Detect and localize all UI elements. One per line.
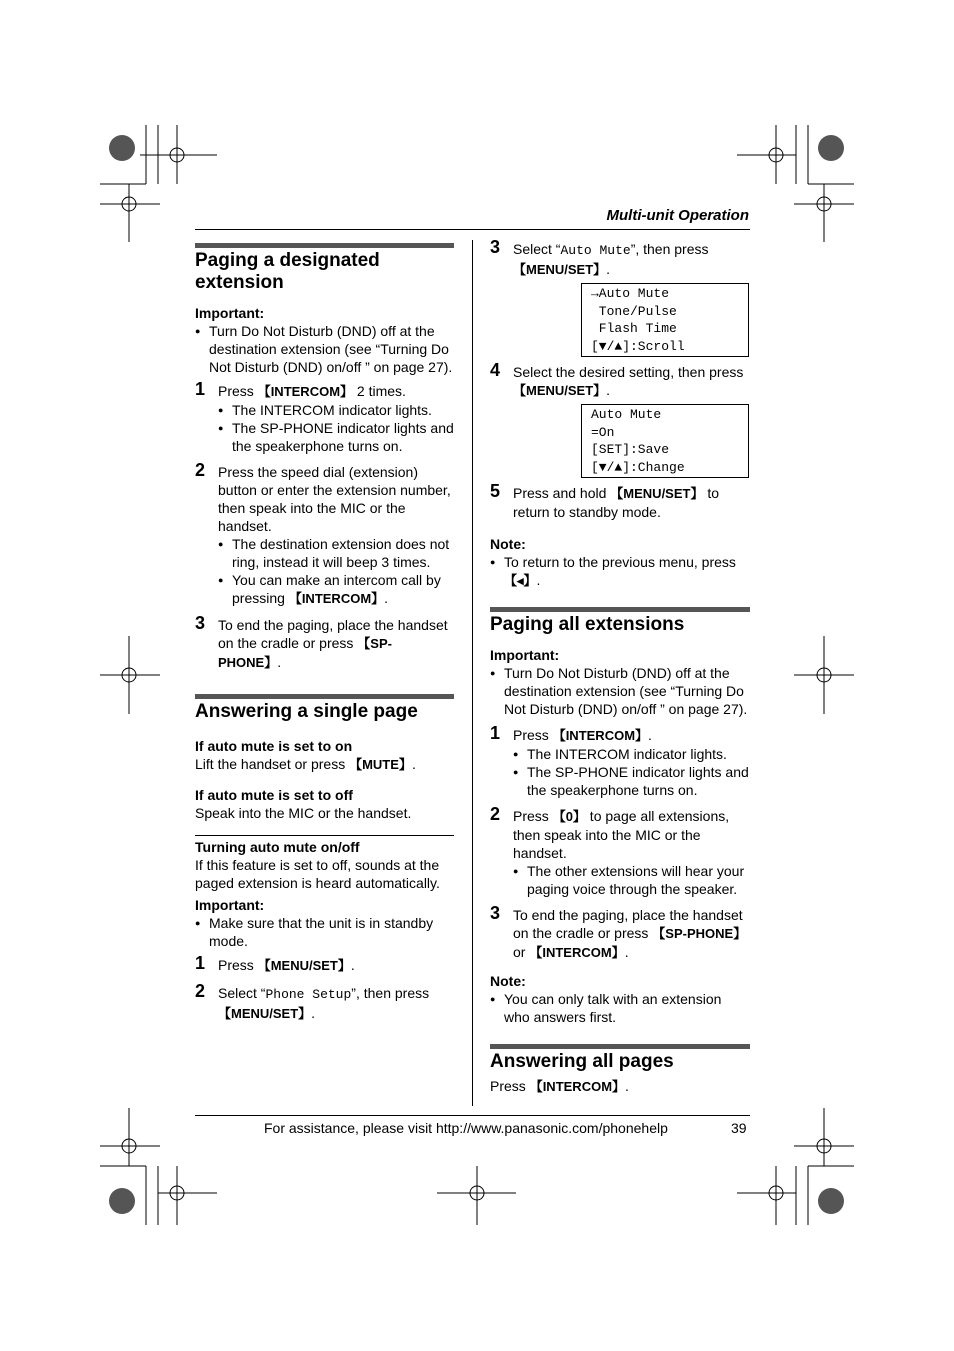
- important-label: Important:: [195, 305, 265, 321]
- section-answering-all: [490, 1044, 750, 1073]
- step-text: Press: [513, 727, 553, 743]
- auto-mute-off-text: Speak into the MIC or the handset.: [195, 805, 412, 821]
- intercom-key: 【INTERCOM】: [257, 384, 354, 399]
- step-text: ”, then press: [351, 985, 430, 1001]
- section-paging-designated: [195, 243, 454, 294]
- text: .: [625, 1078, 629, 1094]
- lcd-line: Auto Mute: [591, 407, 662, 422]
- step-text: or: [513, 944, 530, 960]
- bullet-text: .: [384, 590, 389, 606]
- step-text: .: [606, 261, 611, 277]
- step-1: [195, 953, 454, 975]
- step-number: 2: [195, 460, 206, 480]
- step-number: 3: [490, 237, 501, 257]
- bullet: ● The SP-PHONE indicator lights and the speakerphone turns on.: [218, 419, 454, 455]
- step-number: 1: [195, 953, 206, 973]
- left-column: [195, 243, 454, 1023]
- step-number: 2: [195, 981, 206, 1001]
- section-title: Answering all pages: [490, 1051, 674, 1072]
- lcd-line: Flash Time: [591, 321, 677, 336]
- menu-item: Phone Setup: [265, 987, 352, 1002]
- step-3: [490, 237, 750, 279]
- sp-phone-key: 【SP-PHONE】: [218, 636, 392, 670]
- bullet: ● The destination extension does not ring, instead it will beep 3 times.: [218, 535, 454, 571]
- step-text: Press and hold: [513, 485, 611, 501]
- step-text: ”, then press: [630, 241, 709, 257]
- step-number: 3: [490, 903, 501, 923]
- note-bullet: ● You can only talk with an extension who answers first.: [490, 990, 750, 1026]
- page-number: 39: [731, 1120, 747, 1136]
- footer-assistance: For assistance, please visit http://www.panasonic.com/phonehelp: [264, 1120, 668, 1136]
- lcd-line: =On: [591, 424, 615, 440]
- important-bullet: ● Turn Do Not Disturb (DND) off at the destination extension (see “Turning Do Not Disturb (DND) on/off ” on page 27).: [195, 322, 454, 376]
- important-label: Important:: [490, 647, 560, 663]
- step-2: [195, 460, 454, 608]
- menu-set-key: 【MENU/SET】: [218, 1006, 312, 1021]
- auto-mute-on-label: If auto mute is set to on: [195, 738, 353, 754]
- auto-mute-on-text: [195, 755, 454, 774]
- step-2: [195, 981, 454, 1023]
- text: Lift the handset or press: [195, 756, 350, 772]
- bullet-text: You can make an intercom call by pressing: [232, 572, 441, 606]
- note-text: .: [536, 572, 541, 588]
- step-number: 2: [490, 804, 501, 824]
- step-text: Select “: [218, 985, 266, 1001]
- column-divider: [472, 240, 473, 1106]
- left-key: 【◂】: [504, 573, 537, 588]
- lcd-line: [SET]:Save: [591, 442, 670, 457]
- bullet: ● The INTERCOM indicator lights.: [218, 401, 454, 419]
- auto-mute-off-label: If auto mute is set to off: [195, 787, 353, 803]
- step-2: [490, 804, 750, 898]
- lcd-line: [▼/▲]:Scroll: [591, 338, 685, 354]
- subsection-title: Turning auto mute on/off: [195, 839, 360, 855]
- step-text: Select the desired setting, then press: [513, 364, 744, 380]
- text: .: [411, 756, 416, 772]
- text: Press: [490, 1078, 530, 1094]
- step-text: To end the paging, place the handset on the cradle or press: [513, 907, 743, 941]
- menu-set-key: 【MENU/SET】: [513, 262, 607, 277]
- subsection-text: If this feature is set to off, sounds at the paged extension is heard automatically.: [195, 857, 440, 891]
- step-text: Select “: [513, 241, 561, 257]
- bullet: ● The INTERCOM indicator lights.: [513, 745, 750, 763]
- answering-all-text: [490, 1077, 750, 1096]
- bullet: [218, 571, 454, 608]
- menu-item: Auto Mute: [560, 243, 631, 258]
- step-5: [490, 481, 750, 521]
- step-text: Press: [513, 808, 553, 824]
- important-bullet: ● Make sure that the unit is in standby mode.: [195, 914, 454, 950]
- step-3: [195, 613, 454, 672]
- section-title: Paging a designated extension: [195, 250, 380, 293]
- step-text: .: [350, 957, 355, 973]
- step-text: .: [277, 654, 282, 670]
- lcd-line: [▼/▲]:Change: [591, 459, 685, 475]
- section-paging-all: [490, 607, 750, 636]
- note-label: Note:: [490, 973, 526, 989]
- step-text: .: [606, 382, 611, 398]
- step-text: Press the speed dial (extension) button or enter the extension number, then speak into the MIC or the handset.: [218, 464, 451, 534]
- step-text: to return to standby mode.: [513, 485, 720, 520]
- intercom-key: 【INTERCOM】: [288, 591, 385, 606]
- lcd-line: →Auto Mute: [591, 286, 670, 301]
- header-rule: [195, 229, 750, 230]
- step-text: 2 times.: [353, 383, 406, 399]
- step-number: 5: [490, 481, 501, 501]
- footer-rule: [195, 1115, 750, 1116]
- step-number: 3: [195, 613, 206, 633]
- intercom-key: 【INTERCOM】: [552, 728, 649, 743]
- note-bullet: [490, 553, 750, 590]
- mute-key: 【MUTE】: [349, 757, 412, 772]
- step-text: .: [648, 727, 652, 743]
- intercom-key: 【INTERCOM】: [529, 1079, 626, 1094]
- step-text: .: [311, 1005, 316, 1021]
- step-number: 4: [490, 360, 501, 380]
- important-label: Important:: [195, 897, 265, 913]
- step-number: 1: [195, 379, 206, 399]
- lcd-line: Tone/Pulse: [591, 303, 677, 319]
- lcd-display-scroll: [581, 283, 749, 357]
- step-text: .: [624, 944, 629, 960]
- bullet: ● The SP-PHONE indicator lights and the speakerphone turns on.: [513, 763, 750, 799]
- step-text: to page all extensions, then speak into the MIC or the handset.: [513, 808, 730, 861]
- step-1: [195, 379, 454, 455]
- page-header: Multi-unit Operation: [606, 207, 749, 224]
- intercom-key: 【INTERCOM】: [529, 945, 625, 960]
- step-1: [490, 723, 750, 799]
- menu-set-key: 【MENU/SET】: [610, 486, 704, 501]
- section-title: Answering a single page: [195, 701, 418, 722]
- zero-key: 【0】: [552, 809, 586, 824]
- subsection-divider: [195, 835, 454, 856]
- right-column: [490, 237, 750, 1096]
- menu-set-key: 【MENU/SET】: [257, 958, 351, 973]
- section-title: Paging all extensions: [490, 614, 685, 635]
- lcd-display-setting: [581, 404, 749, 478]
- step-text: Press: [218, 383, 258, 399]
- sp-phone-key: 【SP-PHONE】: [652, 926, 747, 941]
- step-text: To end the paging, place the handset on the cradle or press: [218, 617, 448, 651]
- note-text: To return to the previous menu, press: [504, 554, 736, 570]
- note-label: Note:: [490, 536, 526, 552]
- menu-set-key: 【MENU/SET】: [513, 383, 607, 398]
- step-4: [490, 360, 750, 400]
- step-number: 1: [490, 723, 501, 743]
- section-answering-single: [195, 694, 454, 723]
- bullet: ● The other extensions will hear your paging voice through the speaker.: [513, 862, 750, 898]
- step-text: Press: [218, 957, 258, 973]
- step-3: [490, 903, 750, 962]
- important-bullet: ● Turn Do Not Disturb (DND) off at the destination extension (see “Turning Do Not Disturb (DND) on/off ” on page 27).: [490, 664, 750, 718]
